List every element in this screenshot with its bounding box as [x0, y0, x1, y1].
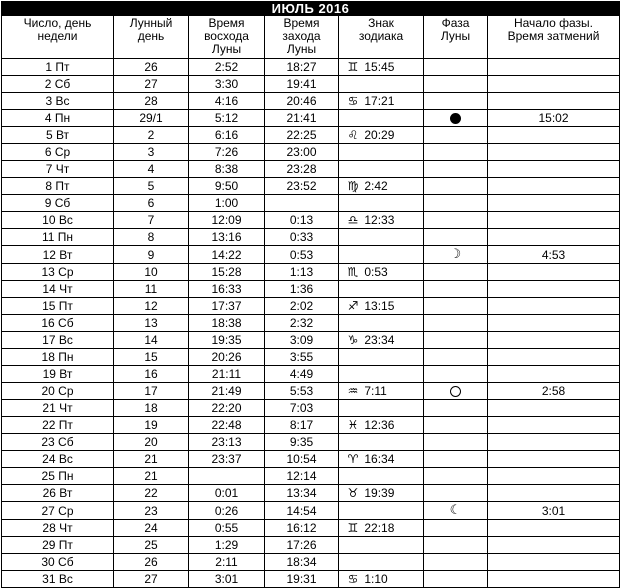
- zodiac-cell: [339, 93, 424, 110]
- lunar-day-cell: 21: [114, 451, 189, 468]
- day-cell: 19 Вт: [2, 366, 114, 383]
- moonset-cell: 21:41: [265, 110, 339, 127]
- moonrise-cell: 21:49: [189, 383, 265, 400]
- moonrise-cell: 0:26: [189, 502, 265, 520]
- moon-phase-cell: [424, 485, 488, 502]
- gemini-icon: ♊: [347, 521, 359, 535]
- phase-start-cell: [488, 349, 620, 366]
- header-lunar-day: Лунный день: [114, 16, 189, 59]
- moon-phase-cell: [424, 468, 488, 485]
- table-row: [2, 264, 620, 281]
- lunar-day-cell: 4: [114, 161, 189, 178]
- table-row: [2, 400, 620, 417]
- aries-icon: ♈: [347, 452, 359, 466]
- moonrise-cell: 3:30: [189, 76, 265, 93]
- moonrise-cell: 0:01: [189, 485, 265, 502]
- moon-phase-cell: [424, 229, 488, 246]
- day-cell: 8 Пт: [2, 178, 114, 195]
- day-cell: 22 Пт: [2, 417, 114, 434]
- zodiac-cell: [339, 502, 424, 520]
- table-row: [2, 451, 620, 468]
- table-row: [2, 178, 620, 195]
- moon-phase-cell: [424, 434, 488, 451]
- zodiac-cell: [339, 349, 424, 366]
- pisces-icon: ♓: [347, 418, 359, 432]
- zodiac-cell: [339, 366, 424, 383]
- zodiac-cell: [339, 76, 424, 93]
- zodiac-time: 2:42: [364, 179, 388, 193]
- table-row: [2, 195, 620, 212]
- day-cell: 7 Чт: [2, 161, 114, 178]
- zodiac-cell: [339, 537, 424, 554]
- moon-phase-cell: [424, 298, 488, 315]
- table-row: [2, 571, 620, 588]
- lunar-day-cell: 26: [114, 59, 189, 76]
- day-cell: 25 Пн: [2, 468, 114, 485]
- lunar-day-cell: 29/1: [114, 110, 189, 127]
- moonrise-cell: 23:13: [189, 434, 265, 451]
- moonrise-cell: 12:09: [189, 212, 265, 229]
- moon-phase-cell: [424, 520, 488, 537]
- moonset-cell: 1:36: [265, 281, 339, 298]
- table-row: [2, 502, 620, 520]
- calendar-rows: [2, 59, 620, 588]
- zodiac-cell: [339, 485, 424, 502]
- moonrise-cell: 2:52: [189, 59, 265, 76]
- phase-start-cell: 2:58: [488, 383, 620, 400]
- zodiac-cell: [339, 451, 424, 468]
- first-quarter-moon-icon: ☽: [449, 247, 462, 262]
- table-row: [2, 93, 620, 110]
- day-cell: 28 Чт: [2, 520, 114, 537]
- phase-start-cell: [488, 127, 620, 144]
- zodiac-cell: [339, 468, 424, 485]
- zodiac-cell: [339, 298, 424, 315]
- day-cell: 24 Вс: [2, 451, 114, 468]
- gemini-icon: ♊: [347, 60, 359, 74]
- zodiac-time: 1:10: [364, 572, 388, 586]
- table-row: [2, 127, 620, 144]
- moon-phase-cell: [424, 246, 488, 264]
- moonset-cell: 4:49: [265, 366, 339, 383]
- lunar-day-cell: 21: [114, 468, 189, 485]
- day-cell: 30 Сб: [2, 554, 114, 571]
- moonset-cell: 19:41: [265, 76, 339, 93]
- zodiac-time: 16:34: [364, 452, 395, 466]
- moonset-cell: 23:28: [265, 161, 339, 178]
- moon-phase-cell: [424, 315, 488, 332]
- day-cell: 29 Пт: [2, 537, 114, 554]
- moon-phase-cell: [424, 212, 488, 229]
- phase-start-cell: 15:02: [488, 110, 620, 127]
- phase-start-cell: 4:53: [488, 246, 620, 264]
- lunar-day-cell: 16: [114, 366, 189, 383]
- zodiac-time: 20:29: [364, 128, 395, 142]
- header-moonset: Время захода Луны: [265, 16, 339, 59]
- lunar-day-cell: 7: [114, 212, 189, 229]
- table-row: [2, 110, 620, 127]
- phase-start-cell: [488, 451, 620, 468]
- header-moon-phase: Фаза Луны: [424, 16, 488, 59]
- day-cell: 1 Пт: [2, 59, 114, 76]
- lunar-day-cell: 9: [114, 246, 189, 264]
- moonset-cell: 0:13: [265, 212, 339, 229]
- table-row: [2, 417, 620, 434]
- moon-phase-cell: [424, 264, 488, 281]
- moon-phase-cell: [424, 571, 488, 588]
- table-row: [2, 366, 620, 383]
- moon-phase-cell: [424, 59, 488, 76]
- moonrise-cell: 23:37: [189, 451, 265, 468]
- table-row: [2, 537, 620, 554]
- moonrise-cell: 22:20: [189, 400, 265, 417]
- moonrise-cell: 18:38: [189, 315, 265, 332]
- table-row: [2, 229, 620, 246]
- moonset-cell: 5:53: [265, 383, 339, 400]
- moonrise-cell: 1:00: [189, 195, 265, 212]
- moonrise-cell: 1:29: [189, 537, 265, 554]
- table-row: [2, 144, 620, 161]
- moonset-cell: 18:27: [265, 59, 339, 76]
- leo-icon: ♌: [347, 128, 359, 142]
- day-cell: 5 Вт: [2, 127, 114, 144]
- lunar-day-cell: 11: [114, 281, 189, 298]
- lunar-day-cell: 26: [114, 554, 189, 571]
- moonset-cell: 2:02: [265, 298, 339, 315]
- zodiac-cell: [339, 383, 424, 400]
- moonset-cell: 10:54: [265, 451, 339, 468]
- lunar-day-cell: 13: [114, 315, 189, 332]
- table-row: [2, 554, 620, 571]
- zodiac-cell: [339, 110, 424, 127]
- day-cell: 20 Ср: [2, 383, 114, 400]
- phase-start-cell: [488, 315, 620, 332]
- zodiac-cell: [339, 281, 424, 298]
- zodiac-cell: [339, 127, 424, 144]
- zodiac-cell: [339, 554, 424, 571]
- phase-start-cell: [488, 332, 620, 349]
- moonrise-cell: 19:35: [189, 332, 265, 349]
- zodiac-time: 13:15: [364, 299, 395, 313]
- lunar-day-cell: 20: [114, 434, 189, 451]
- phase-start-cell: [488, 537, 620, 554]
- libra-icon: ♎: [347, 213, 359, 227]
- lunar-calendar-table: [1, 1, 620, 588]
- moonrise-cell: 6:16: [189, 127, 265, 144]
- moonset-cell: 22:25: [265, 127, 339, 144]
- moonset-cell: 7:03: [265, 400, 339, 417]
- zodiac-time: 23:34: [364, 333, 395, 347]
- moonset-cell: 2:32: [265, 315, 339, 332]
- zodiac-cell: [339, 264, 424, 281]
- phase-start-cell: [488, 366, 620, 383]
- lunar-day-cell: 10: [114, 264, 189, 281]
- phase-start-cell: [488, 76, 620, 93]
- moonrise-cell: 20:26: [189, 349, 265, 366]
- moonset-cell: 23:52: [265, 178, 339, 195]
- moon-phase-cell: [424, 281, 488, 298]
- day-cell: 26 Вт: [2, 485, 114, 502]
- moonrise-cell: 15:28: [189, 264, 265, 281]
- phase-start-cell: [488, 298, 620, 315]
- lunar-day-cell: 5: [114, 178, 189, 195]
- moon-phase-cell: [424, 76, 488, 93]
- moonrise-cell: [189, 468, 265, 485]
- moonset-cell: 3:55: [265, 349, 339, 366]
- phase-start-cell: [488, 468, 620, 485]
- lunar-day-cell: 23: [114, 502, 189, 520]
- day-cell: 10 Вс: [2, 212, 114, 229]
- table-row: [2, 212, 620, 229]
- table-row: [2, 434, 620, 451]
- lunar-day-cell: 3: [114, 144, 189, 161]
- day-cell: 31 Вс: [2, 571, 114, 588]
- zodiac-cell: [339, 417, 424, 434]
- zodiac-cell: [339, 400, 424, 417]
- moonset-cell: 13:34: [265, 485, 339, 502]
- moonrise-cell: 3:01: [189, 571, 265, 588]
- scorpio-icon: ♏: [347, 265, 359, 279]
- moon-phase-cell: [424, 93, 488, 110]
- moonrise-cell: 0:55: [189, 520, 265, 537]
- lunar-day-cell: 28: [114, 93, 189, 110]
- day-cell: 3 Вс: [2, 93, 114, 110]
- zodiac-time: 22:18: [364, 521, 395, 535]
- phase-start-cell: [488, 195, 620, 212]
- moon-phase-cell: [424, 110, 488, 127]
- table-row: [2, 520, 620, 537]
- moon-phase-cell: [424, 383, 488, 400]
- zodiac-cell: [339, 315, 424, 332]
- zodiac-cell: [339, 178, 424, 195]
- moon-phase-cell: [424, 127, 488, 144]
- moon-phase-cell: [424, 332, 488, 349]
- table-row: [2, 332, 620, 349]
- day-cell: 17 Вс: [2, 332, 114, 349]
- moonset-cell: 9:35: [265, 434, 339, 451]
- table-row: [2, 485, 620, 502]
- phase-start-cell: [488, 417, 620, 434]
- lunar-day-cell: 6: [114, 195, 189, 212]
- day-cell: 4 Пн: [2, 110, 114, 127]
- moon-phase-cell: [424, 554, 488, 571]
- moonrise-cell: 5:12: [189, 110, 265, 127]
- table-row: [2, 298, 620, 315]
- phase-start-cell: [488, 229, 620, 246]
- zodiac-time: 12:33: [364, 213, 395, 227]
- table-row: [2, 468, 620, 485]
- zodiac-cell: [339, 59, 424, 76]
- zodiac-cell: [339, 434, 424, 451]
- header-moonrise: Время восхода Луны: [189, 16, 265, 59]
- moonset-cell: 3:09: [265, 332, 339, 349]
- phase-start-cell: [488, 434, 620, 451]
- moon-phase-cell: [424, 144, 488, 161]
- last-quarter-moon-icon: ☾: [449, 503, 462, 518]
- moonset-cell: 0:53: [265, 246, 339, 264]
- zodiac-cell: [339, 246, 424, 264]
- day-cell: 15 Пт: [2, 298, 114, 315]
- moon-phase-cell: [424, 400, 488, 417]
- zodiac-cell: [339, 161, 424, 178]
- moon-phase-cell: [424, 349, 488, 366]
- phase-start-cell: 3:01: [488, 502, 620, 520]
- moon-phase-cell: [424, 161, 488, 178]
- phase-start-cell: [488, 520, 620, 537]
- moonrise-cell: 9:50: [189, 178, 265, 195]
- zodiac-time: 19:39: [364, 486, 395, 500]
- header-day: Число, день недели: [2, 16, 114, 59]
- phase-start-cell: [488, 178, 620, 195]
- lunar-day-cell: 27: [114, 76, 189, 93]
- zodiac-cell: [339, 520, 424, 537]
- moon-phase-cell: [424, 178, 488, 195]
- moon-phase-cell: [424, 451, 488, 468]
- phase-start-cell: [488, 554, 620, 571]
- zodiac-time: 17:21: [364, 94, 395, 108]
- moonset-cell: 1:13: [265, 264, 339, 281]
- virgo-icon: ♍: [347, 179, 359, 193]
- day-cell: 21 Чт: [2, 400, 114, 417]
- zodiac-time: 12:36: [364, 418, 395, 432]
- table-row: [2, 315, 620, 332]
- day-cell: 14 Чт: [2, 281, 114, 298]
- full-moon-icon: [450, 386, 461, 397]
- phase-start-cell: [488, 264, 620, 281]
- moonrise-cell: 7:26: [189, 144, 265, 161]
- moon-phase-cell: [424, 502, 488, 520]
- lunar-day-cell: 19: [114, 417, 189, 434]
- day-cell: 18 Пн: [2, 349, 114, 366]
- day-cell: 27 Ср: [2, 502, 114, 520]
- phase-start-cell: [488, 93, 620, 110]
- moonset-cell: 18:34: [265, 554, 339, 571]
- phase-start-cell: [488, 400, 620, 417]
- moonrise-cell: 2:11: [189, 554, 265, 571]
- moonrise-cell: 16:33: [189, 281, 265, 298]
- moonset-cell: 19:31: [265, 571, 339, 588]
- moonrise-cell: 21:11: [189, 366, 265, 383]
- day-cell: 6 Ср: [2, 144, 114, 161]
- table-row: [2, 59, 620, 76]
- moon-phase-cell: [424, 366, 488, 383]
- moonset-cell: 14:54: [265, 502, 339, 520]
- moonset-cell: 17:26: [265, 537, 339, 554]
- moon-phase-cell: [424, 537, 488, 554]
- moonrise-cell: 8:38: [189, 161, 265, 178]
- new-moon-icon: [450, 113, 461, 124]
- day-cell: 13 Ср: [2, 264, 114, 281]
- moonset-cell: 16:12: [265, 520, 339, 537]
- phase-start-cell: [488, 212, 620, 229]
- lunar-day-cell: 2: [114, 127, 189, 144]
- lunar-day-cell: 14: [114, 332, 189, 349]
- phase-start-cell: [488, 59, 620, 76]
- aquarius-icon: ♒: [347, 384, 359, 398]
- moonset-cell: 0:33: [265, 229, 339, 246]
- table-row: [2, 76, 620, 93]
- phase-start-cell: [488, 571, 620, 588]
- day-cell: 23 Сб: [2, 434, 114, 451]
- moonrise-cell: 4:16: [189, 93, 265, 110]
- zodiac-cell: [339, 144, 424, 161]
- phase-start-cell: [488, 485, 620, 502]
- table-row: [2, 383, 620, 400]
- zodiac-time: 15:45: [364, 60, 395, 74]
- sagittarius-icon: ♐: [347, 299, 359, 313]
- table-row: [2, 161, 620, 178]
- moonrise-cell: 14:22: [189, 246, 265, 264]
- table-row: [2, 349, 620, 366]
- day-cell: 2 Сб: [2, 76, 114, 93]
- phase-start-cell: [488, 281, 620, 298]
- moon-phase-cell: [424, 195, 488, 212]
- table-row: [2, 281, 620, 298]
- moonrise-cell: 13:16: [189, 229, 265, 246]
- phase-start-cell: [488, 161, 620, 178]
- table-row: [2, 246, 620, 264]
- moonset-cell: 8:17: [265, 417, 339, 434]
- lunar-day-cell: 8: [114, 229, 189, 246]
- moonrise-cell: 17:37: [189, 298, 265, 315]
- zodiac-time: 7:11: [364, 384, 387, 398]
- phase-start-cell: [488, 144, 620, 161]
- zodiac-cell: [339, 332, 424, 349]
- calendar-title: ИЮЛЬ 2016: [2, 2, 620, 16]
- zodiac-cell: [339, 195, 424, 212]
- zodiac-cell: [339, 571, 424, 588]
- lunar-day-cell: 24: [114, 520, 189, 537]
- lunar-day-cell: 12: [114, 298, 189, 315]
- zodiac-cell: [339, 229, 424, 246]
- capricorn-icon: ♑: [347, 333, 359, 347]
- moonset-cell: [265, 195, 339, 212]
- cancer-icon: ♋: [347, 572, 359, 586]
- moonset-cell: 12:14: [265, 468, 339, 485]
- lunar-day-cell: 18: [114, 400, 189, 417]
- day-cell: 11 Пн: [2, 229, 114, 246]
- zodiac-time: 0:53: [364, 265, 388, 279]
- moon-phase-cell: [424, 417, 488, 434]
- day-cell: 12 Вт: [2, 246, 114, 264]
- moonset-cell: 23:00: [265, 144, 339, 161]
- lunar-day-cell: 17: [114, 383, 189, 400]
- zodiac-cell: [339, 212, 424, 229]
- moonset-cell: 20:46: [265, 93, 339, 110]
- lunar-day-cell: 22: [114, 485, 189, 502]
- day-cell: 9 Сб: [2, 195, 114, 212]
- header-zodiac: Знак зодиака: [339, 16, 424, 59]
- lunar-day-cell: 25: [114, 537, 189, 554]
- day-cell: 16 Сб: [2, 315, 114, 332]
- lunar-day-cell: 27: [114, 571, 189, 588]
- moonrise-cell: 22:48: [189, 417, 265, 434]
- lunar-day-cell: 15: [114, 349, 189, 366]
- header-phase-start: Начало фазы. Время затмений: [488, 16, 620, 59]
- cancer-icon: ♋: [347, 94, 359, 108]
- taurus-icon: ♉: [347, 486, 359, 500]
